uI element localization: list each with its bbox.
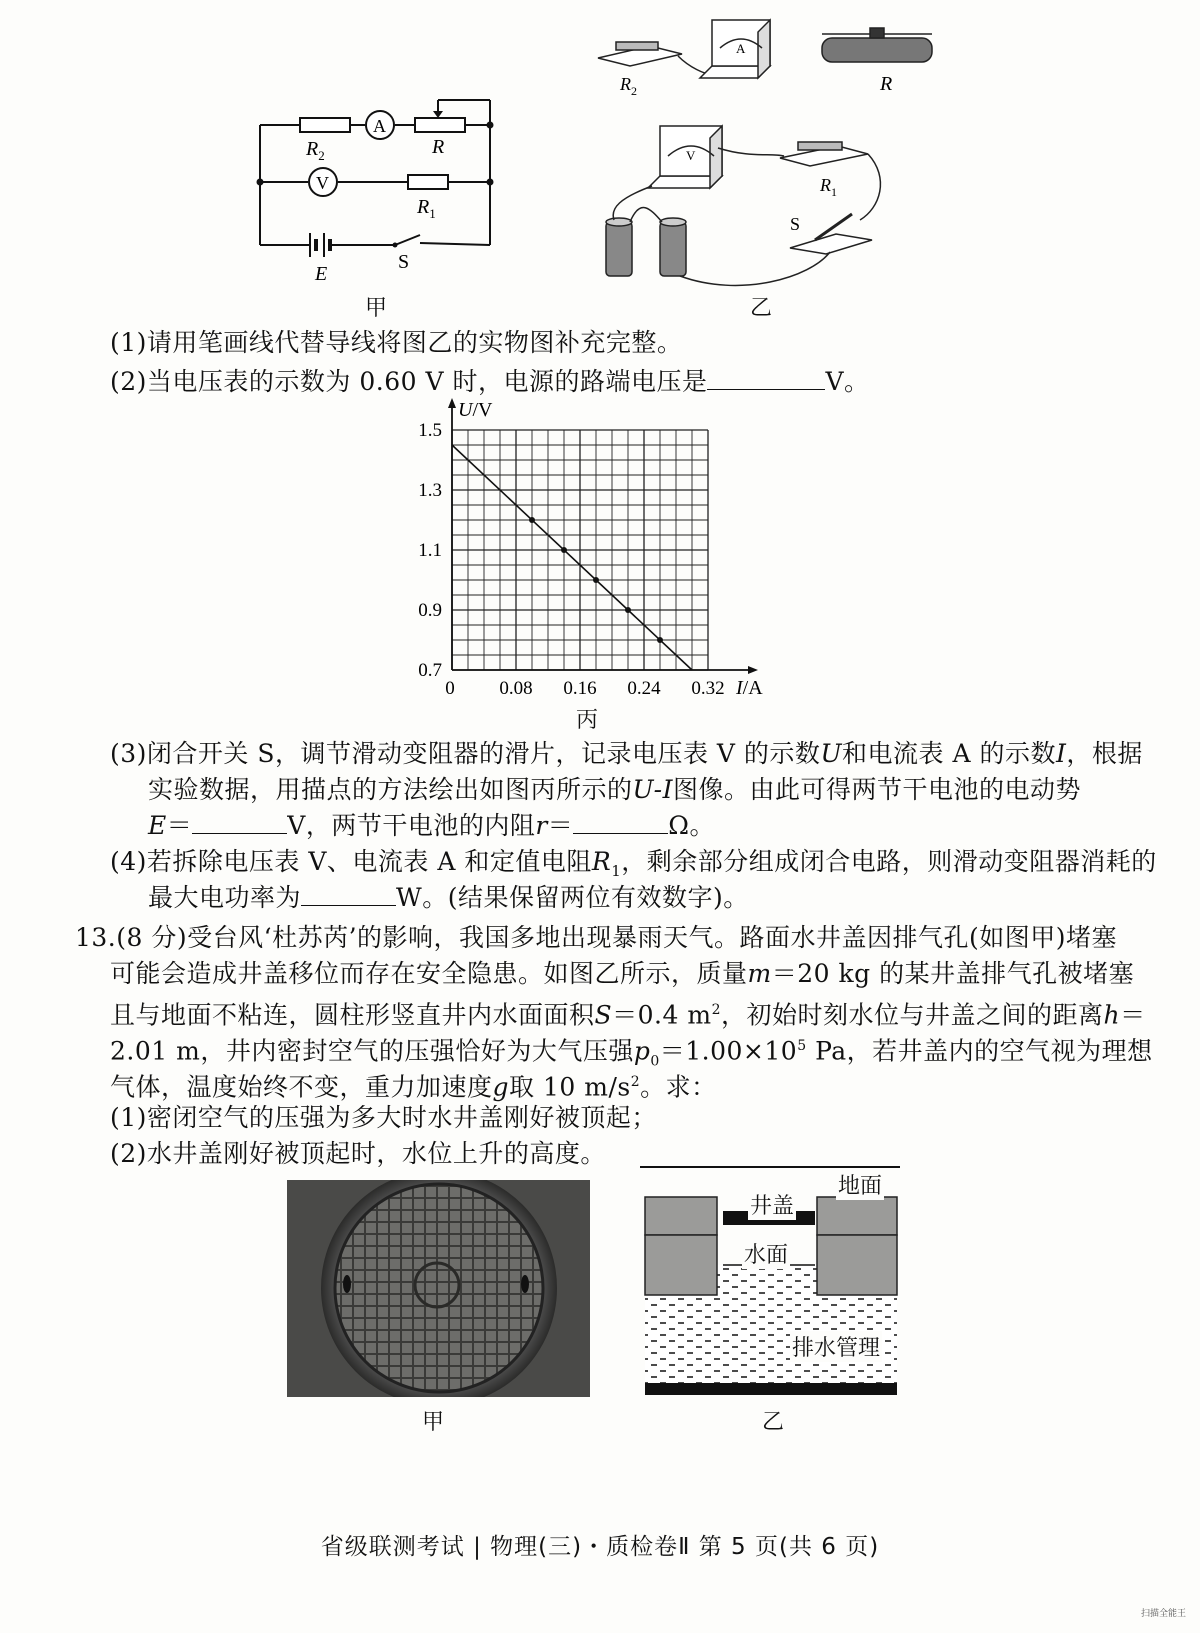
physical-diagram-yi: [590, 8, 980, 298]
q12-part4-line2: 最大电功率为 W。(结果保留两位有效数字)。: [148, 883, 749, 912]
q12-part1: (1)请用笔画线代替导线将图乙的实物图补充完整。: [110, 328, 683, 357]
page-footer: 省级联测考试 | 物理(三)・质检卷Ⅱ 第 5 页(共 6 页): [320, 1534, 880, 1560]
answer-blank-emf[interactable]: [192, 809, 287, 834]
y-axis-label: U/V: [458, 399, 493, 421]
circuit-diagram-jia: [240, 85, 530, 315]
x-tick-label: 0.32: [691, 678, 725, 699]
answer-blank-terminal-voltage[interactable]: [707, 365, 825, 390]
pipe-bottom: [645, 1383, 897, 1395]
right-wall-lower: [817, 1235, 897, 1295]
data-point: [529, 517, 535, 523]
chart-labels: [418, 399, 763, 699]
resistor-r2: [300, 118, 350, 132]
y-tick-label: 0.7: [418, 660, 442, 681]
r2-board-sketch: [598, 42, 682, 66]
x-axis-label: I/A: [736, 677, 763, 699]
r1-board-sketch: [780, 142, 868, 166]
q13-sub1: (1)密闭空气的压强为多大时水井盖刚好被顶起；: [110, 1103, 657, 1132]
q13-sub2: (2)水井盖刚好被顶起时，水位上升的高度。: [110, 1139, 606, 1168]
left-wall-lower: [645, 1235, 717, 1295]
chart-axes: [448, 398, 758, 674]
data-point: [657, 637, 663, 643]
q12-part3-line1: (3)闭合开关 S，调节滑动变阻器的滑片，记录电压表 V 的示数U和电流表 A 的示数I，根据: [110, 739, 1143, 768]
ui-chart-bing: [400, 395, 780, 705]
caption-jia-photo: 甲: [422, 1410, 445, 1435]
q12-part4-line1: (4)若拆除电压表 V、电流表 A 和定值电阻$R_1$，剩余部分组成闭合电路，则滑动变阻器消耗的: [110, 847, 1157, 880]
y-tick-label: 0.9: [418, 600, 442, 621]
answer-blank-internal-resistance[interactable]: [573, 809, 668, 834]
rheostat-r: [415, 118, 465, 132]
label-ground: 地面: [836, 1169, 884, 1200]
caption-jia-circuit: 甲: [365, 296, 388, 321]
vent-hole-right: [521, 1275, 529, 1293]
svg-text:S: S: [790, 214, 801, 234]
y-tick-label: 1.3: [418, 480, 442, 501]
label-e: E: [315, 263, 328, 285]
x-tick-label: 0.08: [499, 678, 533, 699]
chart-marks: [452, 445, 692, 670]
q13-line5: 气体，温度始终不变，重力加速度g取 10 $m/s^2$。求：: [110, 1072, 717, 1102]
rheostat-sketch: [822, 28, 932, 62]
label-drain-pipe: 排水管理: [790, 1331, 882, 1362]
voltmeter-sketch: [648, 126, 722, 188]
label-v: V: [316, 173, 329, 193]
x-axis-arrow: [748, 666, 758, 674]
q12-part3-line3: E＝ V，两节干电池的内阻r＝ Ω。: [148, 811, 716, 840]
caption-yi-physical: 乙: [750, 296, 773, 321]
q12-part2: (2)当电压表的示数为 0.60 V 时，电源的路端电压是 V。: [110, 367, 870, 396]
caption-yi-section: 乙: [762, 1410, 785, 1435]
label-r2: $R_2$: [306, 138, 325, 163]
x-tick-label: 0.16: [563, 678, 597, 699]
q13-line3: 且与地面不粘连，圆柱形竖直井内水面面积S＝0.4 $m^2$，初始时刻水位与井盖之间的距离h＝: [110, 1000, 1146, 1030]
label-water-surface: 水面: [742, 1238, 790, 1269]
ammeter-sketch: [700, 20, 770, 78]
label-a: A: [373, 116, 386, 136]
label-cover: 井盖: [748, 1189, 796, 1220]
x-tick-label: 0: [445, 678, 455, 699]
y-tick-label: 1.5: [418, 420, 442, 441]
data-point: [593, 577, 599, 583]
manhole-cover-photo: [287, 1180, 590, 1397]
q12-part3-line2: 实验数据，用描点的方法绘出如图丙所示的U-I图像。由此可得两节干电池的电动势: [148, 775, 1081, 804]
data-point: [625, 607, 631, 613]
label-r1: $R_1$: [417, 196, 436, 221]
vent-hole-left: [343, 1275, 351, 1293]
answer-blank-max-power[interactable]: [301, 881, 396, 906]
label-r: R: [432, 136, 445, 158]
q13-line2: 可能会造成井盖移位而存在安全隐患。如图乙所示，质量m＝20 kg 的某井盖排气孔被堵塞: [110, 959, 1135, 988]
svg-text:V: V: [686, 148, 696, 163]
switch-sketch: [790, 214, 872, 254]
q13-line1: 13.(8 分)受台风‘杜苏芮’的影响，我国多地出现暴雨天气。路面水井盖因排气孔(如图甲)堵塞: [75, 923, 1118, 952]
right-wall-upper: [817, 1197, 897, 1235]
svg-text:R: R: [880, 73, 893, 95]
svg-text:R1: $R_1$: [820, 175, 837, 199]
scanner-badge: 扫描全能王: [1140, 1609, 1186, 1619]
q13-line4: 2.01 m，井内密封空气的压强恰好为大气压强$p_0=1.00\times 10^5$ Pa，若井盖内的空气视为理想: [110, 1036, 1153, 1070]
svg-text:R2: $R_2$: [620, 74, 637, 98]
svg-text:A: A: [736, 41, 746, 56]
y-tick-label: 1.1: [418, 540, 442, 561]
battery-cells-sketch: [606, 218, 686, 276]
left-wall-upper: [645, 1197, 717, 1235]
resistor-r1: [408, 175, 448, 189]
label-s: S: [398, 251, 410, 273]
caption-bing-chart: 丙: [576, 708, 599, 733]
fit-line: [452, 445, 692, 670]
y-axis-arrow: [448, 398, 456, 408]
x-tick-label: 0.24: [627, 678, 661, 699]
chart-grid: [452, 430, 708, 670]
data-point: [561, 547, 567, 553]
